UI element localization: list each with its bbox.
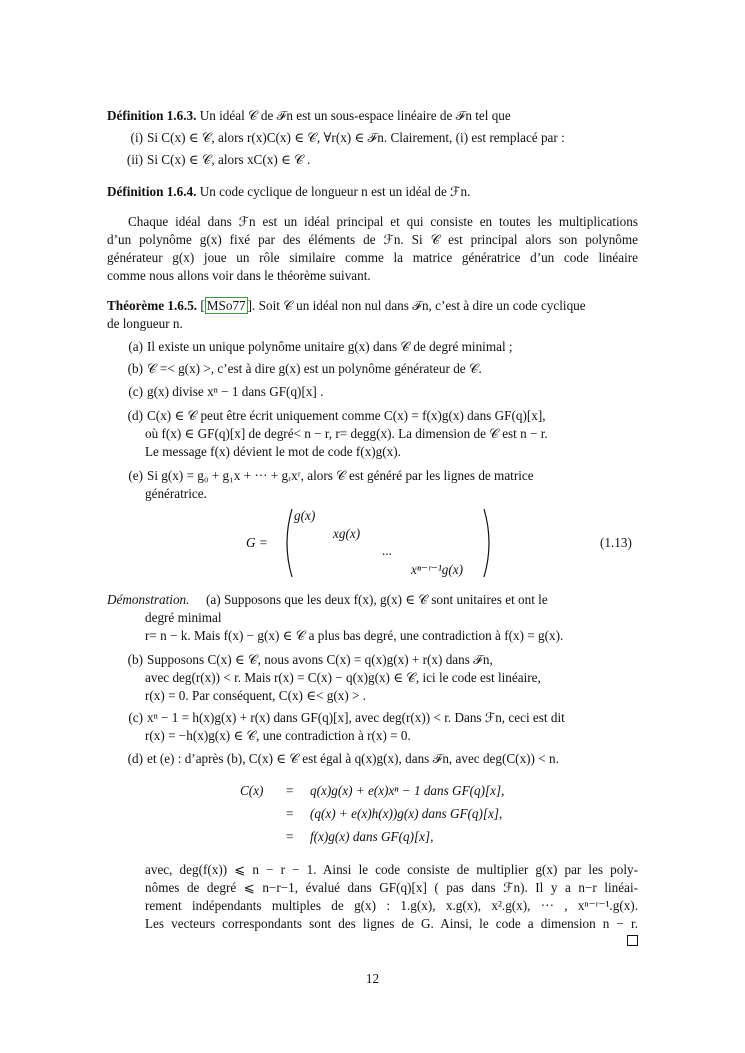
definition-text: Un code cyclique de longueur n est un idéal de ℱn. xyxy=(199,184,471,199)
definition-title: Définition 1.6.3. xyxy=(107,108,197,123)
align-rel: = xyxy=(286,829,294,844)
qed-square-icon xyxy=(627,935,638,946)
theorem-item: (b) 𝒞 =< g(x) >, c’est à dire g(x) est un polynôme générateur de 𝒞. xyxy=(127,361,482,376)
proof-start: Démonstration. (a) Supposons que les deux f(x), g(x) ∈ 𝒞 sont unitaires et ont le xyxy=(107,592,548,607)
matrix-entry: xg(x) xyxy=(333,526,361,541)
definition-title: Définition 1.6.4. xyxy=(107,184,197,199)
theorem-item-continued: génératrice. xyxy=(145,486,207,501)
definition-1-6-4 xyxy=(107,183,638,201)
align-rhs: f(x)g(x) dans GF(q)[x], xyxy=(310,829,434,844)
proof-item-continued: degré minimal xyxy=(145,610,222,625)
definition-1-6-3 xyxy=(107,107,638,125)
theorem-item-continued: où f(x) ∈ GF(q)[x] de degré< n − r, r= degg(x). La dimension de 𝒞 est n − r. xyxy=(145,426,548,441)
proof-closing-line: rement indépendants multiples de g(x) : 1.g(x), x.g(x), x².g(x), ··· , xⁿ⁻ʳ⁻¹.g(x). xyxy=(145,898,638,913)
theorem-item: (e) Si g(x) = g₀ + g₁x + ··· + gᵣxʳ, alors 𝒞 est généré par les lignes de matrice xyxy=(128,468,534,483)
matrix-entry: xⁿ⁻ʳ⁻¹g(x) xyxy=(411,562,464,577)
page-number: 12 xyxy=(365,971,380,986)
proof-item-continued: r= n − k. Mais f(x) − g(x) ∈ 𝒞 a plus bas degré, une contradiction à f(x) = g(x). xyxy=(145,628,564,643)
matrix-left-paren xyxy=(280,508,294,578)
matrix-right-paren xyxy=(482,508,496,578)
paragraph-line: d’un polynôme g(x) fixé par des éléments de ℱn. Si 𝒞 est principal alors son polynôme xyxy=(107,232,638,247)
definition-text: Un idéal 𝒞 de ℱn est un sous-espace linéaire de ℱn tel que xyxy=(199,108,511,123)
proof-item-continued: r(x) = 0. Par conséquent, C(x) ∈< g(x) > . xyxy=(145,688,367,703)
theorem-title: Théorème 1.6.5. xyxy=(107,298,198,313)
proof-item-continued: avec deg(r(x)) < r. Mais r(x) = C(x) − q(x)g(x) ∈ 𝒞, ici le code est linéaire, xyxy=(145,670,541,685)
theorem-item: (c) g(x) divise xⁿ − 1 dans GF(q)[x] . xyxy=(128,384,324,399)
align-rel: = xyxy=(286,783,294,798)
proof-item-continued: r(x) = −h(x)g(x) ∈ 𝒞, une contradiction à r(x) = 0. xyxy=(145,728,411,743)
paragraph-line: Chaque idéal dans ℱn est un idéal principal et qui consiste en toutes les multiplications xyxy=(128,214,638,229)
align-lhs: C(x) xyxy=(240,783,264,798)
proof-item: (c) xⁿ − 1 = h(x)g(x) + r(x) dans GF(q)[x], avec deg(r(x)) < r. Dans ℱn, ceci est dit xyxy=(128,710,565,725)
proof-item: (b) Supposons C(x) ∈ 𝒞, nous avons C(x) = q(x)g(x) + r(x) dans ℱn, xyxy=(127,652,493,667)
equation-number: (1.13) xyxy=(600,535,632,550)
theorem-1-6-5: Théorème 1.6.5. [ MSo77 ]. Soit 𝒞 un idéal non nul dans ℱn, c’est à dire un code cyclique xyxy=(107,298,586,313)
proof-closing-line: Les vecteurs correspondants sont des lignes de G. Ainsi, le code a dimension n − r. xyxy=(145,916,638,931)
paragraph-line: générateur g(x) joue un rôle similaire comme la matrice génératrice d’un code linéaire xyxy=(107,250,638,265)
theorem-item-continued: Le message f(x) dévient le mot de code f(x)g(x). xyxy=(145,444,401,459)
proof-closing-line: avec, deg(f(x)) ⩽ n − r − 1. Ainsi le code consiste de multiplier g(x) par les poly- xyxy=(145,862,638,877)
align-rel: = xyxy=(286,806,294,821)
proof-title: Démonstration. xyxy=(107,592,190,607)
align-rhs: (q(x) + e(x)h(x))g(x) dans GF(q)[x], xyxy=(310,806,503,821)
proof-closing-line: nômes de degré ⩽ n−r−1, évalué dans GF(q)[x] ( pas dans ℱn). Il y a n−r linéai- xyxy=(145,880,638,895)
theorem-text: de longueur n. xyxy=(107,316,183,331)
paragraph-line: comme nous allons voir dans le théorème suivant. xyxy=(107,268,371,283)
align-rhs: q(x)g(x) + e(x)xⁿ − 1 dans GF(q)[x], xyxy=(310,783,505,798)
matrix-entry: g(x) xyxy=(294,508,316,523)
matrix-lhs: G = xyxy=(246,535,268,550)
matrix-entry: ... xyxy=(382,543,392,558)
definition-item: (ii) Si C(x) ∈ 𝒞, alors xC(x) ∈ 𝒞 . xyxy=(126,152,311,167)
theorem-item: (a) Il existe un unique polynôme unitaire g(x) dans 𝒞 de degré minimal ; xyxy=(128,339,513,354)
theorem-item: (d) C(x) ∈ 𝒞 peut être écrit uniquement comme C(x) = f(x)g(x) dans GF(q)[x], xyxy=(127,408,546,423)
citation-link[interactable]: MSo77 xyxy=(206,298,246,313)
definition-item: (i) Si C(x) ∈ 𝒞, alors r(x)C(x) ∈ 𝒞, ∀r(x) ∈ ℱn. Clairement, (i) est remplacé par : xyxy=(130,130,565,145)
proof-item: (d) et (e) : d’après (b), C(x) ∈ 𝒞 est égal à q(x)g(x), dans ℱn, avec deg(C(x)) < n. xyxy=(127,751,559,766)
